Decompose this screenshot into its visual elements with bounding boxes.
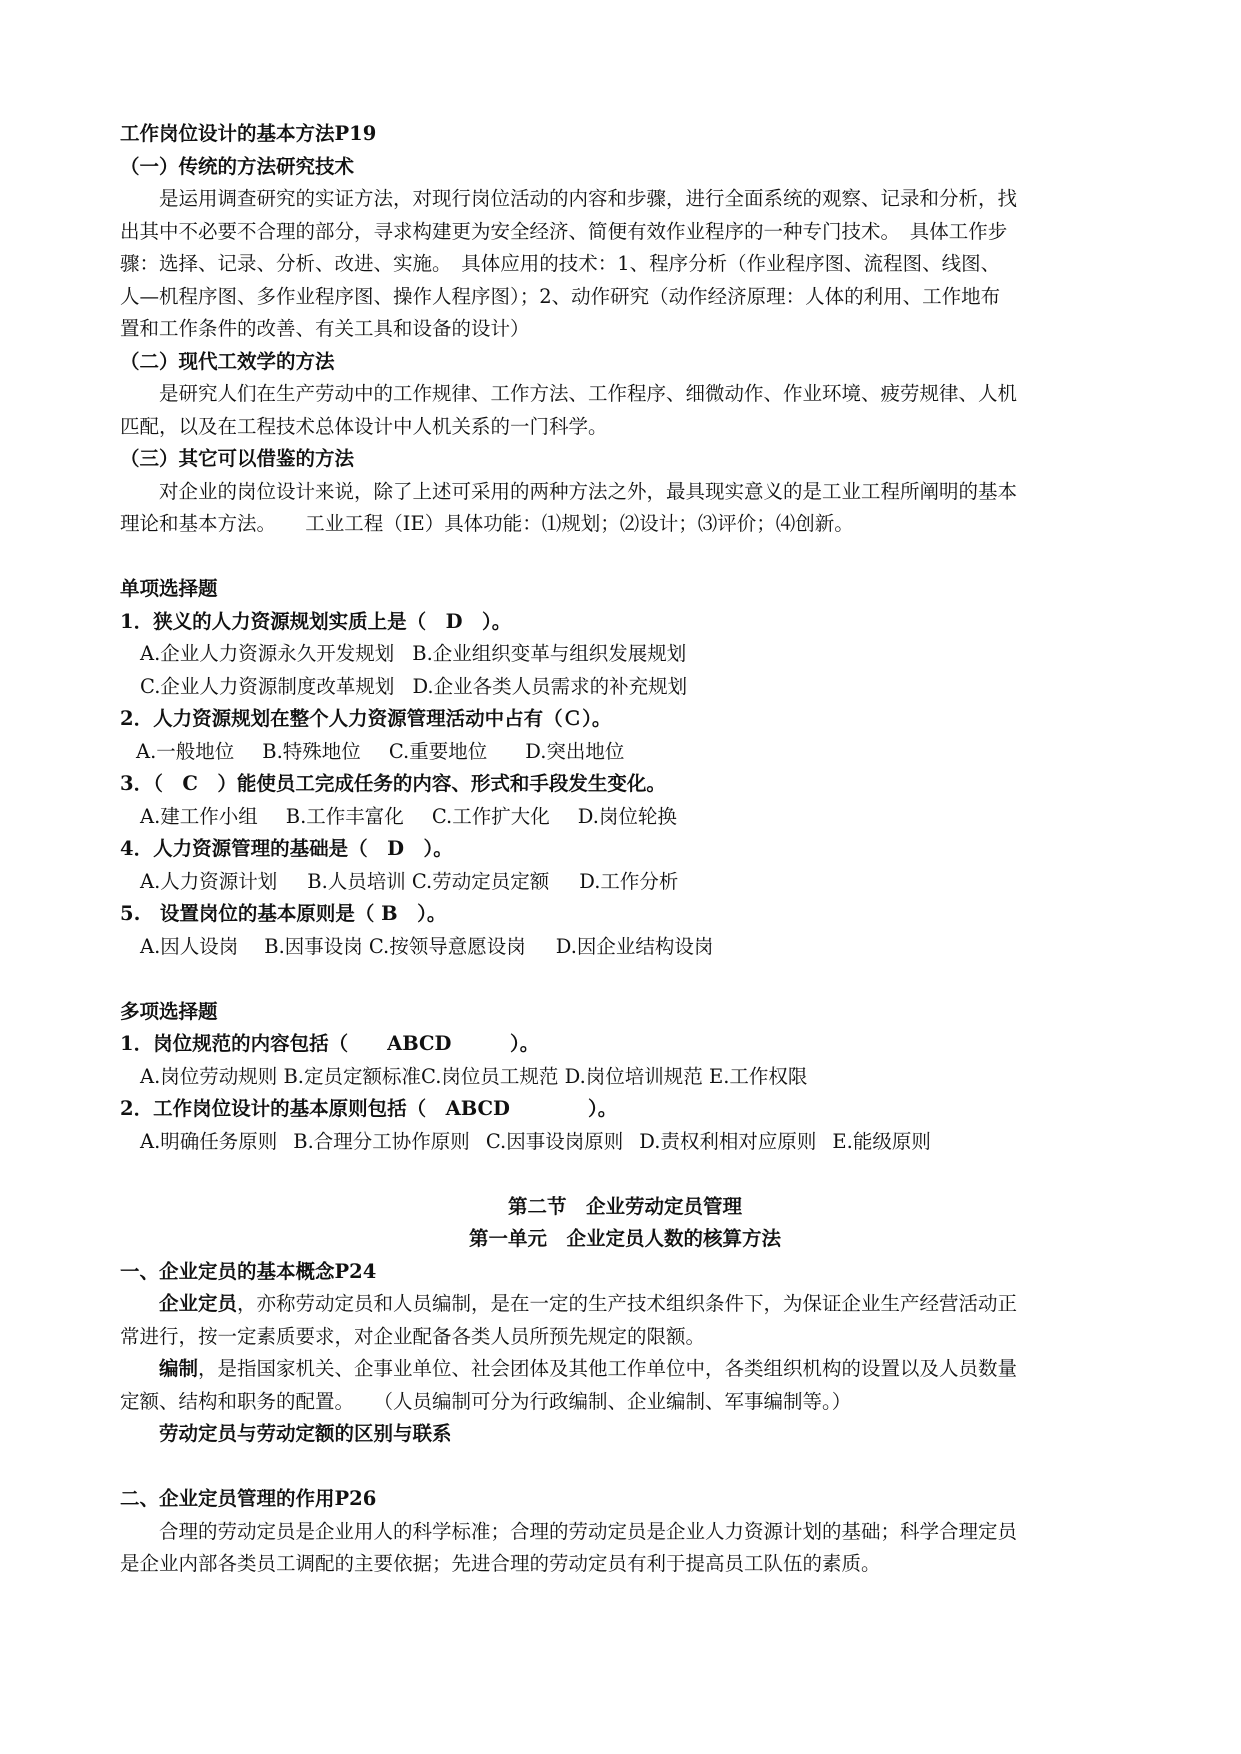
- option: A.人力资源计划: [140, 869, 278, 893]
- subheading: （三）其它可以借鉴的方法: [120, 447, 355, 470]
- spacer: [120, 541, 1130, 574]
- subheading: （一）传统的方法研究技术: [120, 154, 355, 178]
- section-title: 工作岗位设计的基本方法P19: [120, 122, 377, 145]
- subheading: （二）现代工效学的方法: [120, 349, 335, 373]
- term: 编制: [159, 1357, 199, 1380]
- question: 2．人力资源规划在整个人力资源管理活动中占有（Ｃ）。: [120, 707, 612, 730]
- option: B.企业组织变革与组织发展规划: [412, 642, 687, 665]
- option: C.因事设岗原则: [485, 1129, 624, 1153]
- options-row: [120, 866, 1130, 899]
- spacer: [120, 963, 1130, 996]
- options-row: [120, 671, 1130, 704]
- paragraph-line: 是研究人们在生产劳动中的工作规律、工作方法、工作程序、细微动作、作业环境、疲劳规律、人机: [159, 382, 1018, 405]
- subheading: 劳动定员与劳动定额的区别与联系: [159, 1422, 452, 1445]
- option: A.企业人力资源永久开发规划: [140, 642, 395, 665]
- paragraph-line: [120, 1353, 1130, 1386]
- paragraph-text: ，是指国家机关、企事业单位、社会团体及其他工作单位中，各类组织机构的设置以及人员数量: [198, 1357, 1018, 1380]
- paragraph-line: 合理的劳动定员是企业用人的科学标准；合理的劳动定员是企业人力资源计划的基础；科学合理定员: [159, 1519, 1018, 1543]
- option: D.企业各类人员需求的补充规划: [412, 674, 688, 698]
- multi-choice-title: 多项选择题: [120, 999, 218, 1023]
- options-row: [120, 801, 1130, 834]
- option: D.因企业结构设岗: [555, 934, 714, 958]
- unit-heading: 第一单元 企业定员人数的核算方法: [468, 1227, 781, 1250]
- option: D.工作分析: [579, 869, 679, 893]
- option: E.能级原则: [832, 1129, 931, 1153]
- options-row: [120, 931, 1130, 964]
- spacer: [120, 1451, 1130, 1484]
- options-row: [120, 638, 1130, 671]
- document-page: [120, 118, 1130, 1581]
- paragraph-line: 是运用调查研究的实证方法，对现行岗位活动的内容和步骤，进行全面系统的观察、记录和分析，找: [159, 187, 1018, 210]
- paragraph-line: 定额、结构和职务的配置。 （人员编制可分为行政编制、企业编制、军事编制等。）: [120, 1389, 852, 1413]
- options-row: A.岗位劳动规则 B.定员定额标准C.岗位员工规范 D.岗位培训规范 E.工作权限: [140, 1064, 808, 1088]
- option: D.责权利相对应原则: [639, 1129, 817, 1153]
- option: B.人员培训: [307, 869, 406, 893]
- section-heading: 第二节 企业劳动定员管理: [507, 1194, 742, 1218]
- option: A.建工作小组: [140, 804, 258, 828]
- subheading: 二、企业定员管理的作用P26: [120, 1487, 377, 1510]
- single-choice-title: 单项选择题: [120, 577, 218, 600]
- question: 2．工作岗位设计的基本原则包括（ ABCD ）。: [120, 1097, 618, 1120]
- option: C.劳动定员定额: [411, 869, 550, 893]
- paragraph-line: 人—机程序图、多作业程序图、操作人程序图）；2、动作研究（动作经济原理：人体的利用、工作地布: [120, 284, 1001, 308]
- paragraph-line: [120, 1288, 1130, 1321]
- option: A.明确任务原则: [140, 1129, 278, 1153]
- term: 企业定员: [159, 1292, 238, 1315]
- question: 5. 设置岗位的基本原则是（ B ）。: [120, 902, 447, 925]
- subheading: 一、企业定员的基本概念P24: [120, 1259, 377, 1283]
- paragraph-line: 是企业内部各类员工调配的主要依据；先进合理的劳动定员有利于提高员工队伍的素质。: [120, 1552, 881, 1575]
- spacer: [120, 1158, 1130, 1191]
- paragraph-line: 理论和基本方法。 工业工程（IE）具体功能：⑴规划；⑵设计；⑶评价；⑷创新。: [120, 512, 854, 535]
- question: 4．人力资源管理的基础是（ D ）。: [120, 837, 453, 860]
- paragraph-line: 出其中不必要不合理的部分，寻求构建更为安全经济、简便有效作业程序的一种专门技术。 具体工作步: [120, 219, 1008, 243]
- paragraph-line: 常进行，按一定素质要求，对企业配备各类人员所预先规定的限额。: [120, 1324, 706, 1348]
- option: D.突出地位: [525, 739, 625, 763]
- option: A.一般地位: [136, 739, 235, 763]
- option: B.因事设岗: [264, 934, 363, 958]
- option: D.岗位轮换: [577, 804, 677, 828]
- option: A.因人设岗: [140, 934, 239, 958]
- paragraph-line: 骤：选择、记录、分析、改进、实施。 具体应用的技术：1、程序分析（作业程序图、流程图、线图、: [120, 252, 1001, 275]
- options-row: [120, 736, 1130, 769]
- paragraph-line: 对企业的岗位设计来说，除了上述可采用的两种方法之外，最具现实意义的是工业工程所阐明的基本: [159, 479, 1018, 503]
- question: 3．（ C ）能使员工完成任务的内容、形式和手段发生变化。: [120, 772, 666, 795]
- option: C.重要地位: [388, 739, 488, 763]
- options-row: [120, 1126, 1130, 1159]
- option: C.企业人力资源制度改革规划: [140, 674, 395, 698]
- question: 1．岗位规范的内容包括（ ABCD ）。: [120, 1032, 540, 1055]
- question: 1．狭义的人力资源规划实质上是（ D ）。: [120, 609, 512, 633]
- option: B.合理分工协作原则: [293, 1129, 470, 1153]
- option: C.按领导意愿设岗: [368, 934, 526, 958]
- paragraph-line: 匹配，以及在工程技术总体设计中人机关系的一门科学。: [120, 414, 608, 438]
- option: C.工作扩大化: [431, 804, 550, 828]
- paragraph-text: ，亦称劳动定员和人员编制，是在一定的生产技术组织条件下，为保证企业生产经营活动正: [237, 1292, 1018, 1315]
- option: B.特殊地位: [262, 739, 361, 763]
- paragraph-line: 置和工作条件的改善、有关工具和设备的设计）: [120, 317, 530, 340]
- option: B.工作丰富化: [285, 804, 404, 828]
